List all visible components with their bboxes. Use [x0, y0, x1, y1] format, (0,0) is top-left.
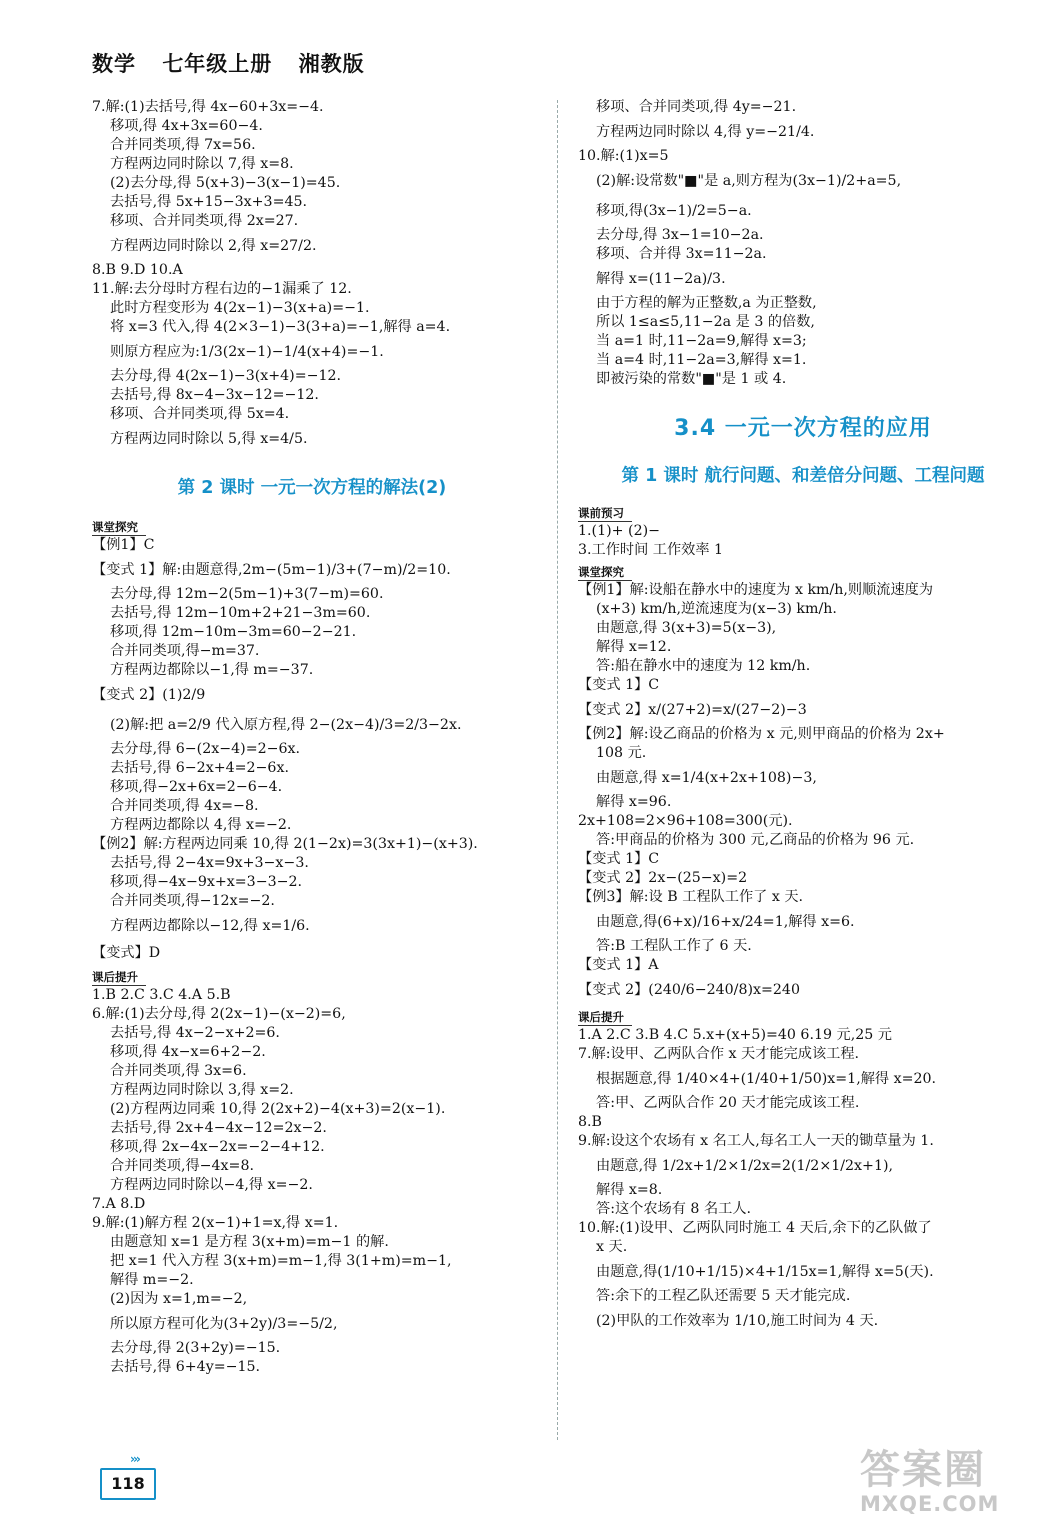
header-edition: 湘教版 — [298, 52, 365, 76]
answer-line: 由于方程的解为正整数,a 为正整数, — [596, 295, 817, 311]
header-grade: 七年级上册 — [162, 52, 273, 76]
answer-line: 6.解:(1)去分母,得 2(2x−1)−(x−2)=6, — [92, 1006, 346, 1022]
right-block2 — [578, 522, 1028, 560]
answer-line: 9.解:(1)解方程 2(x−1)+1=x,得 x=1. — [92, 1215, 339, 1231]
column-divider — [557, 100, 558, 1440]
answer-line: 去括号,得 6−2x+4=2−6x. — [110, 760, 289, 776]
answer-line: 当 a=1 时,11−2a=9,解得 x=3; — [596, 333, 807, 349]
left-block1 — [92, 98, 532, 454]
answer-line: 【例2】解:方程两边同乘 10,得 2(1−2x)=3(3x+1)−(x+3). — [92, 836, 478, 852]
answer-line: 由题意,得 1/2x+1/2×1/2x=2(1/2×1/2x+1), — [596, 1158, 894, 1174]
answer-line: (2)解:把 a=2/9 代入原方程,得 2−(2x−4)/3=2/3−2x. — [110, 717, 462, 733]
answer-line: 去括号,得 4x−2−x+2=6. — [110, 1025, 280, 1041]
answer-line: 答:余下的工程乙队还需要 5 天才能完成. — [596, 1288, 851, 1304]
answer-line: 方程两边同时除以 5,得 x=4/5. — [110, 431, 308, 447]
chevron-right-icon: ››› — [130, 1452, 139, 1466]
answer-line: 【变式 2】(1)2/9 — [92, 687, 206, 703]
answer-line: 根据题意,得 1/40×4+(1/40+1/50)x=1,解得 x=20. — [596, 1071, 937, 1087]
answer-line: (2)解:设常数"■"是 a,则方程为(3x−1)/2+a=5, — [596, 173, 902, 189]
answer-line: 合并同类项,得 7x=56. — [110, 137, 256, 153]
left-block3 — [92, 986, 532, 1377]
answer-line: 【例1】C — [92, 537, 155, 553]
answer-line: (2)甲队的工作效率为 1/10,施工时间为 4 天. — [596, 1313, 879, 1329]
lesson-title: 第 2 课时 一元一次方程的解法(2) — [177, 478, 447, 498]
answer-line: 【变式 1】C — [578, 677, 660, 693]
answer-line: 3.工作时间 工作效率 1 — [578, 542, 724, 558]
answer-line: 方程两边都除以−12,得 x=1/6. — [110, 918, 310, 934]
answer-line: 移项,得 2x−4x−2x=−2−4+12. — [110, 1139, 325, 1155]
answer-line: 合并同类项,得−m=37. — [110, 643, 260, 659]
answer-line: 8.B 9.D 10.A — [92, 262, 183, 278]
answer-line: 由题意知 x=1 是方程 3(x+m)=m−1 的解. — [110, 1234, 389, 1250]
right-column — [578, 98, 1028, 1336]
answer-line: 去括号,得 8x−4−3x−12=−12. — [110, 387, 319, 403]
answer-line: 方程两边都除以 4,得 x=−2. — [110, 817, 292, 833]
answer-line: 由题意,得 x=1/4(x+2x+108)−3, — [596, 770, 817, 786]
answer-line: 【变式】D — [92, 945, 161, 961]
answer-line: 去括号,得 12m−10m+2+21−3m=60. — [110, 605, 371, 621]
answer-line: 108 元. — [596, 745, 647, 761]
answer-line: 所以原方程可化为(3+2y)/3=−5/2, — [110, 1316, 338, 1332]
tag-after-class: 课后提升 — [578, 1009, 632, 1026]
answer-line: 去分母,得 12m−2(5m−1)+3(7−m)=60. — [110, 586, 384, 602]
answer-line: (2)方程两边同乘 10,得 2(2x+2)−4(x+3)=2(x−1). — [110, 1101, 446, 1117]
answer-line: 答:甲、乙两队合作 20 天才能完成该工程. — [596, 1095, 860, 1111]
answer-line: 【例3】解:设 B 工程队工作了 x 天. — [578, 889, 804, 905]
answer-line: 移项、合并同类项,得 5x=4. — [110, 406, 290, 422]
answer-line: 【变式 1】解:由题意得,2m−(5m−1)/3+(7−m)/2=10. — [92, 562, 451, 578]
answer-line: 解得 m=−2. — [110, 1272, 194, 1288]
answer-line: 由题意,得 3(x+3)=5(x−3), — [596, 620, 777, 636]
answer-line: 解得 x=96. — [596, 794, 672, 810]
header-subject: 数学 — [92, 52, 136, 76]
watermark — [860, 1448, 1030, 1528]
answer-line: 7.A 8.D — [92, 1196, 146, 1212]
answer-line: 8.B — [578, 1114, 602, 1130]
answer-line: 【例1】解:设船在静水中的速度为 x km/h,则顺流速度为 — [578, 582, 934, 598]
answer-line: 把 x=1 代入方程 3(x+m)=m−1,得 3(1+m)=m−1, — [110, 1253, 452, 1269]
answer-line: 11.解:去分母时方程右边的−1漏乘了 12. — [92, 281, 352, 297]
answer-line: 答:甲商品的价格为 300 元,乙商品的价格为 96 元. — [596, 832, 915, 848]
answer-line: 【例2】解:设乙商品的价格为 x 元,则甲商品的价格为 2x+ — [578, 726, 945, 742]
answer-line: 合并同类项,得 4x=−8. — [110, 798, 259, 814]
answer-line: 去分母,得 4(2x−1)−3(x+4)=−12. — [110, 368, 342, 384]
answer-line: 移项,得 4x+3x=60−4. — [110, 118, 263, 134]
answer-line: 9.解:设这个农场有 x 名工人,每名工人一天的锄草量为 1. — [578, 1133, 934, 1149]
answer-line: 答:B 工程队工作了 6 天. — [596, 938, 752, 954]
answer-line: 【变式 2】2x−(25−x)=2 — [578, 870, 748, 886]
answer-line: 【变式 2】x/(27+2)=x/(27−2)−3 — [578, 702, 807, 718]
answer-line: 【变式 1】A — [578, 957, 659, 973]
answer-line: 即被污染的常数"■"是 1 或 4. — [596, 371, 787, 387]
answer-line: (2)去分母,得 5(x+3)−3(x−1)=45. — [110, 175, 341, 191]
answer-line: 方程两边同时除以−4,得 x=−2. — [110, 1177, 313, 1193]
right-block3 — [578, 581, 1028, 1005]
answer-line: 1.A 2.C 3.B 4.C 5.x+(x+5)=40 6.19 元,25 元 — [578, 1027, 892, 1043]
page-header — [92, 48, 383, 78]
answer-line: 去分母,得 2(3+2y)=−15. — [110, 1340, 281, 1356]
tag-classroom: 课堂探究 — [92, 519, 146, 536]
answer-line: 【变式 2】(240/6−240/8)x=240 — [578, 982, 800, 998]
answer-line: 2x+108=2×96+108=300(元). — [578, 813, 793, 829]
page-number: 118 — [100, 1468, 156, 1500]
answer-line: 答:这个农场有 8 名工人. — [596, 1201, 752, 1217]
answer-line: x 天. — [596, 1239, 628, 1255]
answer-line: 解得 x=12. — [596, 639, 672, 655]
tag-classroom: 课堂探究 — [578, 564, 632, 581]
answer-line: 合并同类项,得−4x=8. — [110, 1158, 254, 1174]
answer-line: 当 a=4 时,11−2a=3,解得 x=1. — [596, 352, 807, 368]
answer-line: 去括号,得 6+4y=−15. — [110, 1359, 261, 1375]
answer-line: 移项、合并同类项,得 4y=−21. — [596, 99, 797, 115]
answer-line: 则原方程应为:1/3(2x−1)−1/4(x+4)=−1. — [110, 344, 384, 360]
section-title: 3.4 一元一次方程的应用 — [674, 416, 932, 441]
answer-line: 移项、合并得 3x=11−2a. — [596, 246, 767, 262]
answer-line: 移项,得−4x−9x+x=3−3−2. — [110, 874, 303, 890]
right-block4 — [578, 1026, 1028, 1336]
answer-line: 【变式 1】C — [578, 851, 660, 867]
answer-line: 所以 1≤a≤5,11−2a 是 3 的倍数, — [596, 314, 815, 330]
answer-line: 将 x=3 代入,得 4(2×3−1)−3(3+a)=−1,解得 a=4. — [110, 319, 451, 335]
right-block1 — [578, 98, 1028, 389]
answer-line: 7.解:设甲、乙两队合作 x 天才能完成该工程. — [578, 1046, 860, 1062]
answer-line: (2)因为 x=1,m=−2, — [110, 1291, 248, 1307]
watermark-url: MXQE.COM — [860, 1492, 1000, 1516]
answer-line: 合并同类项,得 3x=6. — [110, 1063, 247, 1079]
answer-line: 1.B 2.C 3.C 4.A 5.B — [92, 987, 231, 1003]
answer-line: 方程两边同时除以 2,得 x=27/2. — [110, 238, 317, 254]
answer-line: 去分母,得 3x−1=10−2a. — [596, 227, 764, 243]
lesson-title: 第 1 课时 航行问题、和差倍分问题、工程问题 — [621, 466, 985, 486]
watermark-logo: 答案圈 — [860, 1447, 986, 1493]
answer-line: 去分母,得 6−(2x−4)=2−6x. — [110, 741, 301, 757]
answer-line: 去括号,得 2−4x=9x+3−x−3. — [110, 855, 309, 871]
tag-preview: 课前预习 — [578, 505, 632, 522]
left-column — [92, 98, 532, 1377]
answer-line: 1.(1)+ (2)− — [578, 523, 661, 539]
answer-line: 移项,得 4x−x=6+2−2. — [110, 1044, 266, 1060]
answer-line: 去括号,得 2x+4−4x−12=2x−2. — [110, 1120, 327, 1136]
answer-line: 解得 x=8. — [596, 1182, 663, 1198]
answer-line: 7.解:(1)去括号,得 4x−60+3x=−4. — [92, 99, 324, 115]
answer-line: 由题意,得(6+x)/16+x/24=1,解得 x=6. — [596, 914, 855, 930]
answer-line: 由题意,得(1/10+1/15)×4+1/15x=1,解得 x=5(天). — [596, 1264, 934, 1280]
answer-line: 方程两边同时除以 4,得 y=−21/4. — [596, 124, 815, 140]
answer-line: 移项,得−2x+6x=2−6−4. — [110, 779, 283, 795]
answer-line: 移项,得 12m−10m−3m=60−2−21. — [110, 624, 357, 640]
left-block2 — [92, 536, 532, 965]
answer-line: (x+3) km/h,逆流速度为(x−3) km/h. — [596, 601, 837, 617]
answer-line: 去括号,得 5x+15−3x+3=45. — [110, 194, 308, 210]
answer-line: 方程两边同时除以 7,得 x=8. — [110, 156, 294, 172]
answer-line: 10.解:(1)x=5 — [578, 148, 669, 164]
answer-line: 移项,得(3x−1)/2=5−a. — [596, 203, 752, 219]
answer-line: 方程两边同时除以 3,得 x=2. — [110, 1082, 294, 1098]
answer-line: 解得 x=(11−2a)/3. — [596, 271, 726, 287]
answer-line: 10.解:(1)设甲、乙两队同时施工 4 天后,余下的乙队做了 — [578, 1220, 932, 1236]
answer-line: 合并同类项,得−12x=−2. — [110, 893, 275, 909]
answer-line: 答:船在静水中的速度为 12 km/h. — [596, 658, 811, 674]
answer-line: 移项、合并同类项,得 2x=27. — [110, 213, 299, 229]
answer-line: 此时方程变形为 4(2x−1)−3(x+a)=−1. — [110, 300, 370, 316]
answer-line: 方程两边都除以−1,得 m=−37. — [110, 662, 314, 678]
tag-after-class: 课后提升 — [92, 969, 146, 986]
